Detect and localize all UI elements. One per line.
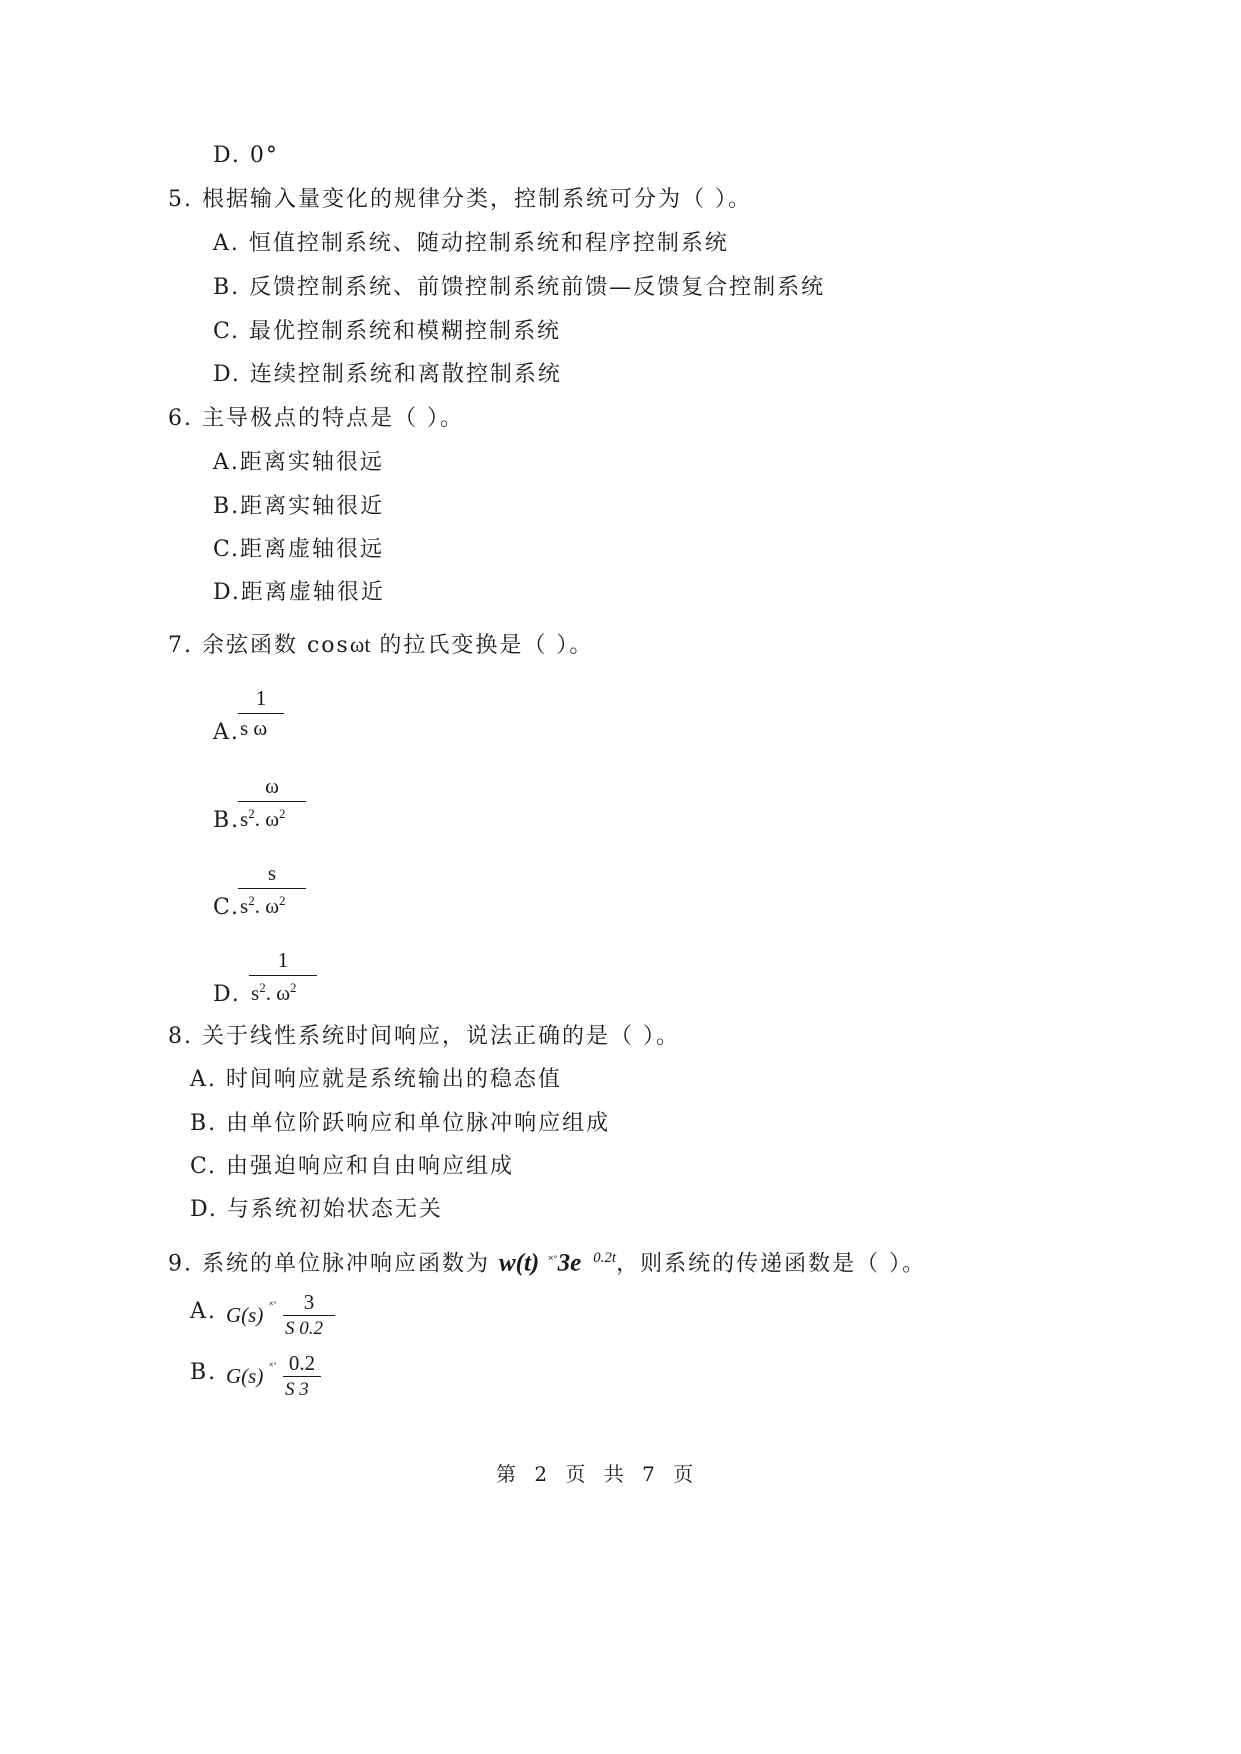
fraction-bar [238, 888, 306, 889]
fraction-bar [283, 1376, 321, 1377]
q9-stem-function: w(t) [498, 1249, 540, 1277]
q7-option-a-label: A. [213, 720, 240, 745]
q8-option-b: B. 由单位阶跃响应和单位脉冲响应组成 [190, 1111, 611, 1136]
q9-option-b-lhs: G(s) [226, 1364, 264, 1388]
q9-stem-equals-glyph: ˟˚ [548, 1252, 558, 1268]
q6-option-d: D.距离虚轴很近 [213, 580, 385, 605]
q5-stem: 5. 根据输入量变化的规律分类，控制系统可分为（ ）。 [168, 187, 752, 212]
q9-option-a-numerator: 3 [303, 1290, 315, 1314]
q7-option-a-denominator: s ω [240, 716, 268, 740]
q9-stem [168, 1244, 926, 1278]
q5-option-a: A. 恒值控制系统、随动控制系统和程序控制系统 [213, 231, 729, 256]
q4-option-d: D. 0° [213, 143, 279, 168]
q7-option-d-fraction [249, 948, 317, 1008]
q7-option-c-denominator: $s^2$. $\omega^2$ [240, 893, 286, 918]
equals-glyph: ˟˚ [269, 1361, 277, 1373]
q9-option-b-label: B. [190, 1360, 218, 1385]
q8-option-a: A. 时间响应就是系统输出的稳态值 [190, 1067, 562, 1092]
q7-option-a-fraction [238, 686, 284, 746]
q5-option-c: C. 最优控制系统和模糊控制系统 [213, 319, 562, 344]
q7-option-b-label: B. [213, 808, 241, 833]
q7-option-c-fraction [238, 861, 306, 921]
q7-option-b-denominator: $s^2$. $\omega^2$ [240, 806, 286, 831]
q7-option-d-denominator: $s^2$. $\omega^2$ [251, 980, 297, 1005]
fraction-bar [283, 1315, 335, 1316]
q5-option-b: B. 反馈控制系统、前馈控制系统前馈—反馈复合控制系统 [213, 275, 826, 300]
q5-option-d: D. 连续控制系统和离散控制系统 [213, 362, 562, 387]
q9-option-b-denominator: S 3 [285, 1379, 309, 1400]
q9-stem-prefix: 9. 系统的单位脉冲响应函数为 [168, 1251, 490, 1277]
q7-option-c-label: C. [213, 895, 241, 920]
fraction-bar [238, 713, 284, 714]
q9-option-a-lhs: G(s) [226, 1303, 264, 1327]
q7-option-c-numerator: s [267, 861, 277, 885]
equals-glyph: ˟˚ [269, 1300, 277, 1312]
q8-option-c: C. 由强迫响应和自由响应组成 [190, 1154, 515, 1179]
q7-option-d-numerator: 1 [277, 948, 289, 972]
q9-stem-suffix: ，则系统的传递函数是（ ）。 [616, 1251, 927, 1277]
q9-option-a-expression [226, 1290, 346, 1348]
q7-stem [168, 631, 593, 660]
q7-option-a-numerator: 1 [255, 686, 267, 710]
q6-option-a: A.距离实轴很远 [213, 450, 384, 475]
page-footer: 第 2 页 共 7 页 [496, 1462, 700, 1486]
q9-option-b-numerator: 0.2 [288, 1351, 316, 1375]
q7-option-b-numerator: ω [265, 774, 279, 798]
q6-stem: 6. 主导极点的特点是（ ）。 [168, 406, 464, 431]
q7-option-d-label: D. [213, 982, 241, 1007]
q9-stem-expression: 3e [557, 1249, 582, 1277]
fraction-bar [238, 801, 306, 802]
q7-stem-var: ωt [349, 632, 371, 657]
q8-stem: 8. 关于线性系统时间响应，说法正确的是（ ）。 [168, 1024, 680, 1049]
q6-option-b: B.距离实轴很近 [213, 494, 385, 519]
q7-option-b-fraction [238, 774, 306, 834]
q9-option-a-denominator: S 0.2 [285, 1318, 323, 1339]
fraction-bar [249, 975, 317, 976]
q8-option-d: D. 与系统初始状态无关 [190, 1197, 443, 1222]
q7-stem-prefix: 7. 余弦函数 cos [168, 633, 350, 658]
q6-option-c: C.距离虚轴很远 [213, 537, 385, 562]
q9-option-b-expression [226, 1351, 346, 1409]
q7-stem-suffix: 的拉氏变换是（ ）。 [370, 633, 594, 658]
q9-option-a-label: A. [190, 1299, 217, 1324]
q9-stem-exponent: 0.2t [593, 1250, 617, 1266]
